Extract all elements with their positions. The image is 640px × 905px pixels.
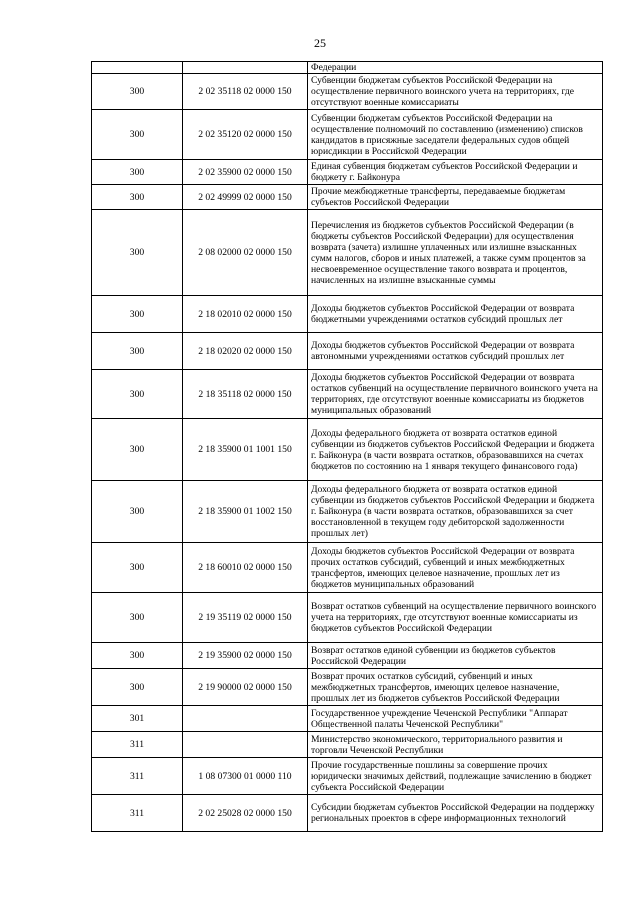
description-cell: Возврат прочих остатков субсидий, субвенций и иных межбюджетных трансфертов, имеющих целевое назначение, прошлых лет из бюджетов субъектов Российской Федерации — [308, 669, 603, 706]
admin-code-cell: 311 — [92, 758, 183, 795]
description-cell: Единая субвенция бюджетам субъектов Российской Федерации и бюджету г. Байконура — [308, 160, 603, 185]
budget-code-cell — [183, 62, 308, 74]
admin-code-cell: 301 — [92, 706, 183, 732]
admin-code-cell: 300 — [92, 74, 183, 110]
table-row — [92, 333, 603, 370]
budget-code-cell: 2 19 90000 02 0000 150 — [183, 669, 308, 706]
table-row — [92, 110, 603, 160]
table-row — [92, 593, 603, 643]
budget-code-cell: 2 18 35900 01 1001 150 — [183, 419, 308, 481]
table-row — [92, 643, 603, 669]
budget-code-cell: 2 18 02020 02 0000 150 — [183, 333, 308, 370]
admin-code-cell: 300 — [92, 333, 183, 370]
budget-code-cell: 2 18 02010 02 0000 150 — [183, 296, 308, 333]
description-cell: Доходы бюджетов субъектов Российской Федерации от возврата бюджетными учреждениями остатков субсидий прошлых лет — [308, 296, 603, 333]
description-cell: Перечисления из бюджетов субъектов Российской Федерации (в бюджеты субъектов Российской Федерации) для осуществления возврата (зачета) излишне уплаченных или излишне взысканных сумм налогов, сборов и иных платежей, а также сумм процентов за несвоевременное осуществление такого возврата и процентов, начисленных на излишне взысканные суммы — [308, 210, 603, 296]
admin-code-cell: 300 — [92, 543, 183, 593]
description-cell: Возврат остатков единой субвенции из бюджетов субъектов Российской Федерации — [308, 643, 603, 669]
budget-code-cell: 2 19 35119 02 0000 150 — [183, 593, 308, 643]
admin-code-cell: 300 — [92, 210, 183, 296]
table-row — [92, 706, 603, 732]
description-cell: Федерации — [308, 62, 603, 74]
admin-code-cell: 300 — [92, 643, 183, 669]
table-row — [92, 370, 603, 419]
table-row — [92, 669, 603, 706]
budget-code-cell: 2 02 25028 02 0000 150 — [183, 795, 308, 832]
budget-codes-table — [91, 61, 603, 832]
admin-code-cell: 300 — [92, 160, 183, 185]
description-cell: Доходы бюджетов субъектов Российской Федерации от возврата автономными учреждениями остатков субсидий прошлых лет — [308, 333, 603, 370]
budget-code-cell: 2 02 35118 02 0000 150 — [183, 74, 308, 110]
admin-code-cell: 300 — [92, 296, 183, 333]
description-cell: Доходы бюджетов субъектов Российской Федерации от возврата прочих остатков субсидий, субвенций и иных межбюджетных трансфертов, имеющих целевое назначение, прошлых лет из бюджетов муниципальных образований — [308, 543, 603, 593]
table-row — [92, 74, 603, 110]
budget-code-cell: 1 08 07300 01 0000 110 — [183, 758, 308, 795]
description-cell: Прочие межбюджетные трансферты, передаваемые бюджетам субъектов Российской Федерации — [308, 185, 603, 210]
admin-code-cell: 300 — [92, 593, 183, 643]
table-row — [92, 732, 603, 758]
admin-code-cell: 300 — [92, 370, 183, 419]
admin-code-cell: 300 — [92, 419, 183, 481]
budget-code-cell: 2 18 60010 02 0000 150 — [183, 543, 308, 593]
table-row — [92, 481, 603, 543]
budget-code-cell — [183, 706, 308, 732]
admin-code-cell: 300 — [92, 110, 183, 160]
budget-code-cell: 2 08 02000 02 0000 150 — [183, 210, 308, 296]
admin-code-cell: 300 — [92, 669, 183, 706]
description-cell: Доходы федерального бюджета от возврата остатков единой субвенции из бюджетов субъектов Российской Федерации и бюджета г. Байконура (в части возврата остатков, образовавшихся за счет восстановленной в текущем году дебиторской задолженности прошлых лет) — [308, 481, 603, 543]
budget-code-cell: 2 02 35120 02 0000 150 — [183, 110, 308, 160]
description-cell: Министерство экономического, территориального развития и торговли Чеченской Республики — [308, 732, 603, 758]
description-cell: Субвенции бюджетам субъектов Российской Федерации на осуществление полномочий по составлению (изменению) списков кандидатов в присяжные заседатели федеральных судов общей юрисдикции в Российской Федерации — [308, 110, 603, 160]
table-row — [92, 185, 603, 210]
table-row — [92, 210, 603, 296]
description-cell: Прочие государственные пошлины за совершение прочих юридически значимых действий, подлежащие зачислению в бюджет субъекта Российской Федерации — [308, 758, 603, 795]
admin-code-cell: 300 — [92, 185, 183, 210]
budget-code-cell: 2 18 35900 01 1002 150 — [183, 481, 308, 543]
description-cell: Субсидии бюджетам субъектов Российской Федерации на поддержку региональных проектов в сфере информационных технологий — [308, 795, 603, 832]
admin-code-cell: 300 — [92, 481, 183, 543]
budget-code-cell: 2 02 35900 02 0000 150 — [183, 160, 308, 185]
description-cell: Субвенции бюджетам субъектов Российской Федерации на осуществление первичного воинского учета на территориях, где отсутствуют военные комиссариаты — [308, 74, 603, 110]
table-row — [92, 62, 603, 74]
page-number: 25 — [314, 36, 326, 50]
admin-code-cell: 311 — [92, 732, 183, 758]
admin-code-cell — [92, 62, 183, 74]
budget-code-cell: 2 19 35900 02 0000 150 — [183, 643, 308, 669]
table-row — [92, 296, 603, 333]
table-row — [92, 543, 603, 593]
budget-code-cell — [183, 732, 308, 758]
table-row — [92, 758, 603, 795]
admin-code-cell: 311 — [92, 795, 183, 832]
description-cell: Возврат остатков субвенций на осуществление первичного воинского учета на территориях, где отсутствуют военные комиссариаты из бюджетов субъектов Российской Федерации — [308, 593, 603, 643]
table-row — [92, 419, 603, 481]
table-row — [92, 160, 603, 185]
table-row — [92, 795, 603, 832]
budget-code-cell: 2 18 35118 02 0000 150 — [183, 370, 308, 419]
description-cell: Доходы федерального бюджета от возврата остатков единой субвенции из бюджетов субъектов Российской Федерации и бюджета г. Байконура (в части возврата остатков, образовавшихся на счетах бюджетов по состоянию на 1 января текущего финансового года) — [308, 419, 603, 481]
description-cell: Доходы бюджетов субъектов Российской Федерации от возврата остатков субвенций на осуществление первичного воинского учета на территориях, где отсутствуют военные комиссариаты из бюджетов муниципальных образований — [308, 370, 603, 419]
budget-code-cell: 2 02 49999 02 0000 150 — [183, 185, 308, 210]
description-cell: Государственное учреждение Чеченской Республики "Аппарат Общественной палаты Чеченской Республики" — [308, 706, 603, 732]
